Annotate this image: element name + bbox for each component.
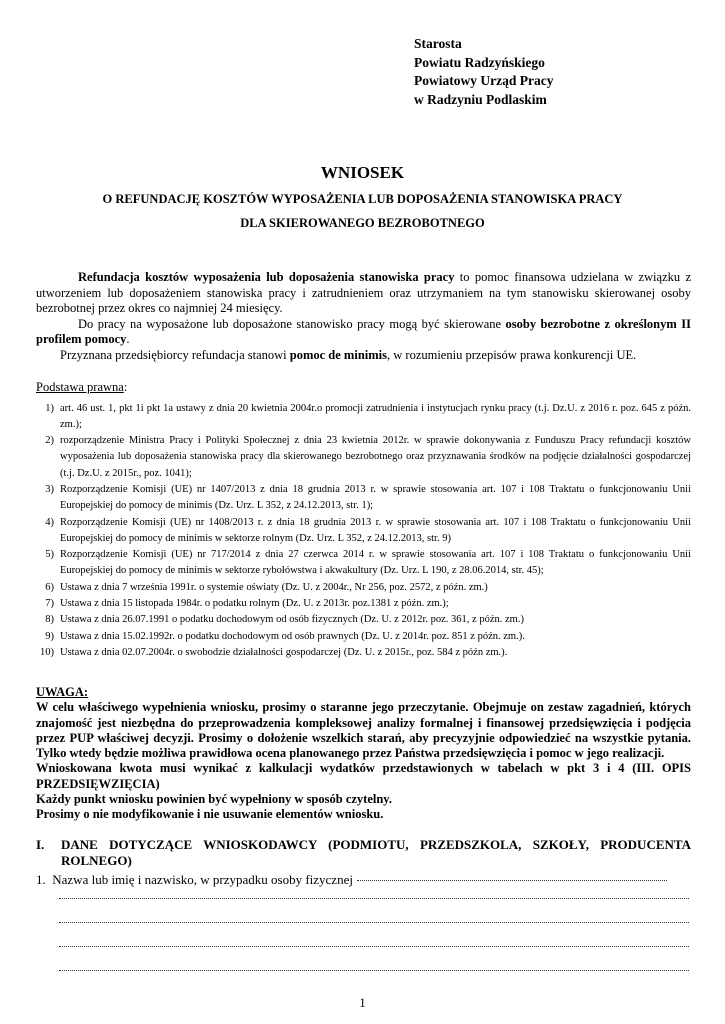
recipient-address [414,35,553,109]
list-item: 9) Ustawa z dnia 15.02.1992r. o podatku dochodowym od osób prawnych (Dz. U. z 2014r. poz. 851 z późn. zm.). [45,630,525,642]
applicant-name-input-line[interactable] [59,970,689,971]
list-item: 4) Rozporządzenie Komisji (UE) nr 1408/2013 r. z dnia 18 grudnia 2013 r. w sprawie stosowania art. 107 i 108 Traktatu o funkcjonowaniu Unii Europejskiej do pomocy de minimis w sektorze rolnym (Dz. Urz. L 352, z 24.12.2013, str. 9) [45,516,691,544]
list-item: 5) Rozporządzenie Komisji (UE) nr 717/2014 z dnia 27 czerwca 2014 r. w sprawie stosowania art. 107 i 108 Traktatu o funkcjonowaniu Unii Europejskiej do pomocy de minimis w sektorze rybołówstwa i akwakultury (Dz. Urz. L 190, z 28.06.2014, str. 45); [45,549,691,577]
section-title: DANE DOTYCZĄCE WNIOSKODAWCY (PODMIOTU, PRZEDSZKOLA, SZKOŁY, PRODUCENTA ROLNEGO) [61,837,691,868]
section-number: I. [36,837,45,852]
intro-paragraph: Refundacja kosztów wyposażenia lub doposażenia stanowiska pracy to pomoc finansowa udzielana w związku z utworzeniem lub doposażeniem stanowiska pracy i zatrudnieniem oraz utrzymaniem na tym stanowisku skierowanej osoby bezrobotnej przez okres co najmniej 24 miesięcy. [36,270,691,316]
applicant-name-input-line[interactable] [59,946,689,947]
field-number: 1. [36,872,46,887]
intro-section [36,270,691,364]
list-item: 7) Ustawa z dnia 15 listopada 1984r. o podatku rolnym (Dz. U. z 2013r. poz.1381 z późn. zm.); [45,598,449,610]
applicant-name-input-line[interactable] [59,898,689,899]
list-item: 1) art. 46 ust. 1, pkt 1i pkt 1a ustawy z dnia 20 kwietnia 2004r.o promocji zatrudnienia i instytucjach rynku pracy (t.j. Dz.U. z 2016 r. poz. 645 z późn. zm.); [45,402,691,430]
applicant-name-input[interactable] [357,880,667,881]
legal-basis-section: Podstawa prawna: 1) art. 46 ust. 1, pkt 1i pkt 1a ustawy z dnia 20 kwietnia 2004r.o promocji zatrudnienia i instytucjach rynku pracy (t.j. Dz.U. z 2016 r. poz. 645 z późn. zm.); 2) rozporządzenie Ministra Pracy i Polityki Społecznej z dnia 23 kwietnia 2012r. w sprawie dokonywania z Funduszu Pracy refundacji kosztów wyposażenia lub doposażenia stanowiska pracy dla skierowanego bezrobotnego oraz przyznawania środków na podjęcie działalności gospodarczej (t.j. Dz.U. z 2015r., poz. 1041); 3) Rozporządzenie Komisji (UE) nr 1407/2013 z dnia 18 grudnia 2013 r. w sprawie stosowania art. 107 i 108 Traktatu o funkcjonowaniu Unii Europejskiej do pomocy de minimis (Dz. Urz. L 352, z 24.12.2013, str. 1); 4) Rozporządzenie Komisji (UE) nr 1408/2013 r. z dnia 18 grudnia 2013 r. w sprawie stosowania art. 107 i 108 Traktatu o funkcjonowaniu Unii Europejskiej do pomocy de minimis w sektorze rolnym (Dz. Urz. L 352, z 24.12.2013, str. 9) 5) Rozporządzenie Komisji (UE) nr 717/2014 z dnia 27 czerwca 2014 r. w sprawie stosowania art. 107 i 108 Traktatu o funkcjonowaniu Unii Europejskiej do pomocy de minimis w sektorze rybołówstwa i akwakultury (Dz. Urz. L 190, z 28.06.2014, str. 45); 6) Ustawa z dnia 7 września 1991r. o systemie oświaty (Dz. U. z 2004r., Nr 256, poz. 2572, z późn. zm.) 7) Ustawa z dnia 15 listopada 1984r. o podatku rolnym (Dz. U. z 2013r. poz.1381 z późn. zm.); 8) Ustawa z dnia 26.07.1991 o podatku dochodowym od osób fizycznych (Dz. U. z 2012r. poz. 361, z późn. zm.) 9) Ustawa z dnia 15.02.1992r. o podatku dochodowym od osób prawnych (Dz. U. z 2014r. poz. 851 z późn. zm.). 10) Ustawa z dnia 02.07.2004r. o swobodzie działalności gospodarczej (Dz. U. z 2015r., poz. 584 z późn zm.). [36,380,691,661]
warning-heading: UWAGA: [36,685,89,699]
recipient-line: Powiatowy Urząd Pracy [414,73,554,88]
field-label: Nazwa lub imię i nazwisko, w przypadku osoby fizycznej [52,872,353,887]
applicant-name-field [36,872,691,888]
intro-paragraph: Przyznana przedsiębiorcy refundacja stanowi pomoc de minimis, w rozumieniu przepisów prawa konkurencji UE. [60,347,637,362]
list-item: 3) Rozporządzenie Komisji (UE) nr 1407/2013 z dnia 18 grudnia 2013 r. w sprawie stosowania art. 107 i 108 Traktatu o funkcjonowaniu Unii Europejskiej do pomocy de minimis (Dz. Urz. L 352, z 24.12.2013, str. 1); [45,483,691,512]
page-number: 1 [359,996,366,1010]
warning-text: Każdy punkt wniosku powinien być wypełniony w sposób czytelny. [36,792,392,807]
recipient-line: Powiatu Radzyńskiego [414,54,545,70]
section-heading [36,837,691,868]
list-item: 8) Ustawa z dnia 26.07.1991 o podatku dochodowym od osób fizycznych (Dz. U. z 2012r. poz. 361, z późn. zm.) [45,614,524,626]
warning-text: W celu właściwego wypełnienia wniosku, prosimy o staranne jego przeczytanie. Obejmuje on zestaw zagadnień, których znajomość jest niezbędna do przeprowadzenia kompleksowej analizy formalnej i finansowej przedsięwzięcia i podjęcia przez PUP właściwej decyzji. Prosimy o dołożenie wszelkich starań, aby precyzyjnie odpowiedzieć na wszystkie pytania. Tylko wtedy będzie możliwa prawidłowa ocena planowanego przez Państwa przedsięwzięcia i pomoc w jego realizacji. [36,700,691,761]
applicant-name-input-line[interactable] [59,922,689,923]
legal-basis-label: Podstawa prawna [36,380,124,394]
list-item: 10) Ustawa z dnia 02.07.2004r. o swobodzie działalności gospodarczej (Dz. U. z 2015r., poz. 584 z późn zm.). [40,646,508,658]
document-subtitle: O REFUNDACJĘ KOSZTÓW WYPOSAŻENIA LUB DOPOSAŻENIA STANOWISKA PRACY [102,192,623,206]
document-title: WNIOSEK [320,163,405,182]
legal-basis-list [36,401,691,662]
intro-paragraph: Do pracy na wyposażone lub doposażone stanowisko pracy mogą być skierowane osoby bezrobotne z określonym II profilem pomocy. [36,316,691,347]
list-item: 2) rozporządzenie Ministra Pracy i Polityki Społecznej z dnia 23 kwietnia 2012r. w sprawie dokonywania z Funduszu Pracy refundacji kosztów wyposażenia lub doposażenia stanowiska pracy dla skierowanego bezrobotnego oraz przyznawania środków na podjęcie działalności gospodarczej (t.j. Dz.U. z 2015r., poz. 1041); [45,435,691,479]
warning-text: Wnioskowana kwota musi wynikać z kalkulacji wydatków przedstawionych w tabelach w pkt 3 i 4 (III. OPIS PRZEDSIĘWZIĘCIA) [36,761,691,791]
warning-section [36,685,691,823]
document-subtitle-2: DLA SKIEROWANEGO BEZROBOTNEGO [240,216,485,230]
recipient-line: Starosta [414,36,462,51]
list-item: 6) Ustawa z dnia 7 września 1991r. o systemie oświaty (Dz. U. z 2004r., Nr 256, poz. 2572, z późn. zm.) [45,581,488,593]
warning-text: Prosimy o nie modyfikowanie i nie usuwanie elementów wniosku. [36,807,384,822]
recipient-line: w Radzyniu Podlaskim [414,91,547,107]
